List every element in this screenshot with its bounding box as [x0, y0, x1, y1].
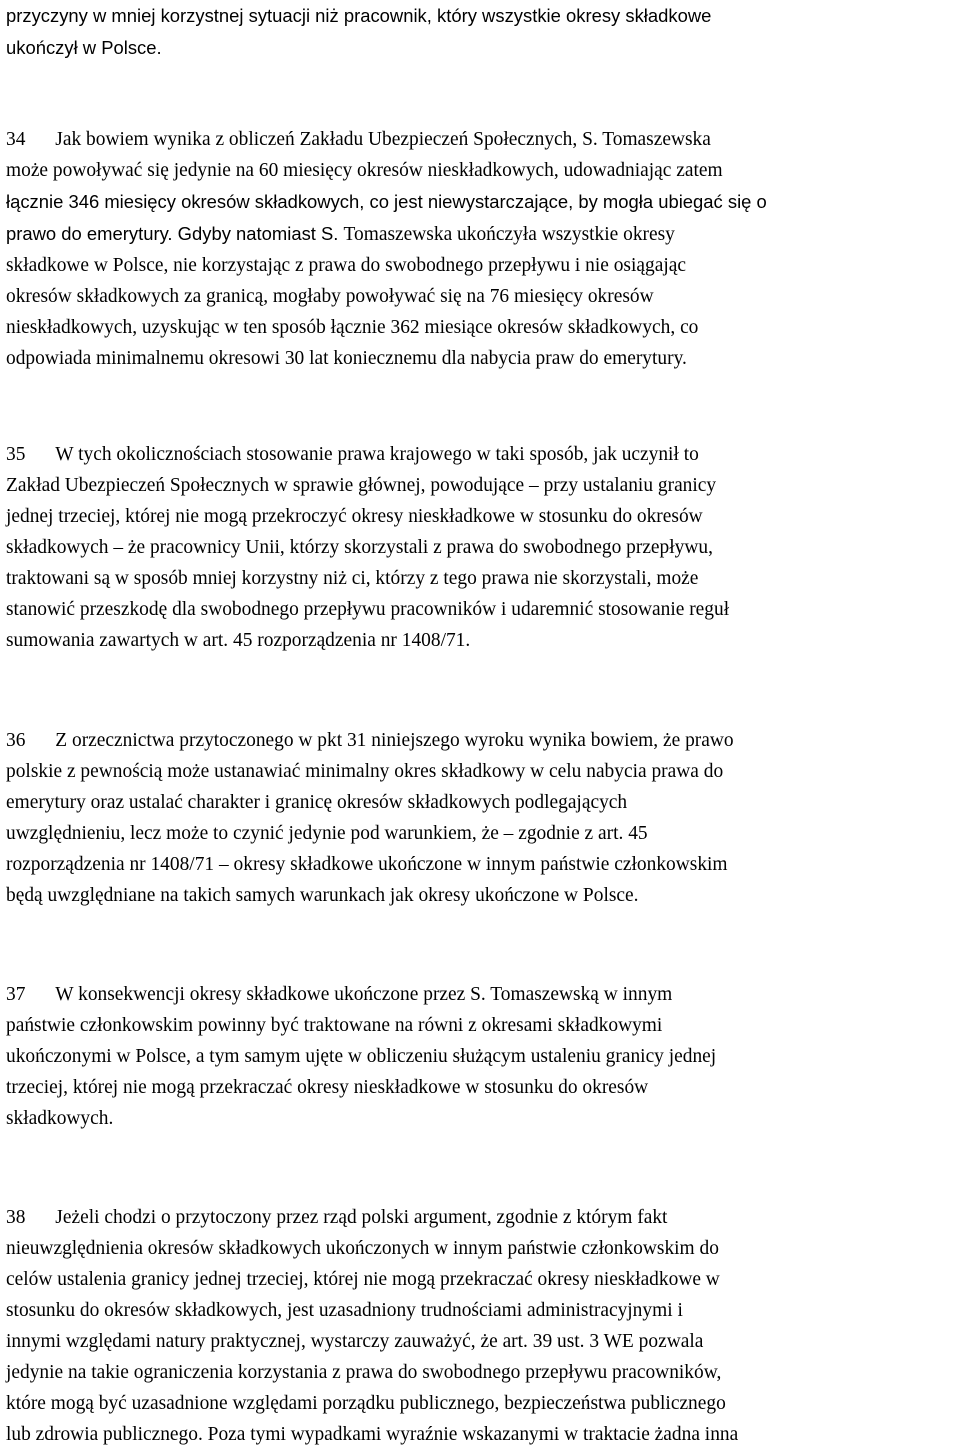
- text-run: emerytury oraz ustalać charakter i granicę okresów składkowych podlegających: [6, 792, 628, 813]
- text-line: [6, 1357, 956, 1388]
- text-line: [6, 0, 956, 32]
- text-line: [6, 501, 956, 532]
- paragraph-36: [6, 725, 960, 911]
- text-line: [6, 625, 956, 656]
- paragraph-33-continuation: [6, 0, 960, 64]
- text-line: [6, 439, 956, 470]
- paragraph-34: [6, 124, 960, 374]
- text-run: rozporządzenia nr 1408/71 – okresy składkowe ukończone w innym państwie członkowskim: [6, 854, 728, 875]
- text-line: [6, 1010, 956, 1041]
- text-run: będą uwzględniane na takich samych warunkach jak okresy ukończone w Polsce.: [6, 885, 639, 906]
- text-run: W tych okolicznościach stosowanie prawa krajowego w taki sposób, jak uczynił to: [55, 444, 699, 465]
- text-run: ukończonymi w Polsce, a tym samym ujęte w obliczeniu służącym ustaleniu granicy jednej: [6, 1046, 717, 1067]
- text-line: [6, 250, 956, 281]
- text-run: okresów składkowych za granicą, mogłaby powoływać się na 76 miesięcy okresów: [6, 286, 654, 307]
- text-run: łącznie 346 miesięcy okresów składkowych, co jest niewystarczające, by mogła ubiegać się o: [6, 191, 767, 212]
- text-run: odpowiada minimalnemu okresowi 30 lat koniecznemu dla nabycia praw do emerytury.: [6, 348, 687, 369]
- text-run: stosunku do okresów składkowych, jest uzasadniony trudnościami administracyjnymi i: [6, 1300, 683, 1321]
- text-line: [6, 218, 956, 250]
- text-line: [6, 979, 956, 1010]
- text-run: prawo do emerytury. Gdyby natomiast S.: [6, 223, 344, 244]
- text-run: nieskładkowych, uzyskując w ten sposób łącznie 362 miesiące okresów składkowych, co: [6, 317, 699, 338]
- paragraph-38: [6, 1202, 960, 1450]
- paragraph-35: [6, 439, 960, 656]
- text-run: składkowych – że pracownicy Unii, którzy skorzystali z prawa do swobodnego przepływu,: [6, 537, 713, 558]
- text-run: W konsekwencji okresy składkowe ukończone przez S. Tomaszewską w innym: [55, 984, 673, 1005]
- text-line: [6, 787, 956, 818]
- text-run: stanowić przeszkodę dla swobodnego przepływu pracowników i udaremnić stosowanie reguł: [6, 599, 730, 620]
- text-run: lub zdrowia publicznego. Poza tymi wypadkami wyraźnie wskazanymi w traktacie żadna inna: [6, 1424, 739, 1445]
- text-run: sumowania zawartych w art. 45 rozporządzenia nr 1408/71.: [6, 630, 471, 651]
- text-line: [6, 1326, 956, 1357]
- text-run: Zakład Ubezpieczeń Społecznych w sprawie głównej, powodujące – przy ustalaniu granicy: [6, 475, 717, 496]
- paragraph-number: 36: [6, 730, 26, 751]
- text-run: Jeżeli chodzi o przytoczony przez rząd polski argument, zgodnie z którym fakt: [55, 1207, 668, 1228]
- text-run: składkowych.: [6, 1108, 114, 1129]
- paragraph-37: [6, 979, 960, 1134]
- text-line: [6, 880, 956, 911]
- paragraph-number: 38: [6, 1207, 26, 1228]
- text-run: uwzględnieniu, lecz może to czynić jedynie pod warunkiem, że – zgodnie z art. 45: [6, 823, 648, 844]
- text-line: [6, 1202, 956, 1233]
- text-run: państwie członkowskim powinny być traktowane na równi z okresami składkowymi: [6, 1015, 663, 1036]
- text-line: [6, 818, 956, 849]
- text-line: [6, 155, 956, 186]
- text-line: [6, 725, 956, 756]
- text-run: innymi względami natury praktycznej, wystarczy zauważyć, że art. 39 ust. 3 WE pozwala: [6, 1331, 704, 1352]
- text-run: przyczyny w mniej korzystnej sytuacji niż pracownik, który wszystkie okresy składkowe: [6, 5, 712, 26]
- text-line: [6, 1388, 956, 1419]
- text-line: [6, 1072, 956, 1103]
- text-run: trzeciej, której nie mogą przekraczać okresy nieskładkowe w stosunku do okresów: [6, 1077, 649, 1098]
- text-run: ukończył w Polsce.: [6, 37, 162, 58]
- text-line: [6, 756, 956, 787]
- text-run: jedynie na takie ograniczenia korzystania z prawa do swobodnego przepływu pracowników,: [6, 1362, 722, 1383]
- text-run: składkowe w Polsce, nie korzystając z prawa do swobodnego przepływu i nie osiągając: [6, 255, 686, 276]
- text-line: [6, 1419, 956, 1450]
- text-run: może powoływać się jedynie na 60 miesięcy okresów nieskładkowych, udowadniając zatem: [6, 160, 723, 181]
- text-run: traktowani są w sposób mniej korzystny niż ci, którzy z tego prawa nie skorzystali, może: [6, 568, 699, 589]
- text-line: [6, 470, 956, 501]
- text-run: Z orzecznictwa przytoczonego w pkt 31 niniejszego wyroku wynika bowiem, że prawo: [55, 730, 734, 751]
- paragraph-number: 35: [6, 444, 26, 465]
- text-line: [6, 849, 956, 880]
- paragraph-number: 34: [6, 129, 26, 150]
- paragraph-number: 37: [6, 984, 26, 1005]
- text-line: [6, 1264, 956, 1295]
- text-run: Tomaszewska ukończyła wszystkie okresy: [343, 224, 675, 245]
- text-line: [6, 312, 956, 343]
- text-line: [6, 281, 956, 312]
- text-run: które mogą być uzasadnione względami porządku publicznego, bezpieczeństwa publicznego: [6, 1393, 726, 1414]
- text-run: Jak bowiem wynika z obliczeń Zakładu Ubezpieczeń Społecznych, S. Tomaszewska: [55, 129, 711, 150]
- text-line: [6, 343, 956, 374]
- text-line: [6, 532, 956, 563]
- text-run: jednej trzeciej, której nie mogą przekroczyć okresy nieskładkowe w stosunku do okresów: [6, 506, 703, 527]
- text-run: nieuwzględnienia okresów składkowych ukończonych w innym państwie członkowskim do: [6, 1238, 719, 1259]
- text-run: celów ustalenia granicy jednej trzeciej, której nie mogą przekraczać okresy nieskładkowe w: [6, 1269, 720, 1290]
- text-line: [6, 594, 956, 625]
- text-run: polskie z pewnością może ustanawiać minimalny okres składkowy w celu nabycia prawa do: [6, 761, 724, 782]
- text-line: [6, 32, 956, 64]
- text-line: [6, 124, 956, 155]
- text-line: [6, 563, 956, 594]
- text-line: [6, 1233, 956, 1264]
- text-line: [6, 1041, 956, 1072]
- text-line: [6, 1295, 956, 1326]
- text-line: [6, 186, 956, 218]
- text-line: [6, 1103, 956, 1134]
